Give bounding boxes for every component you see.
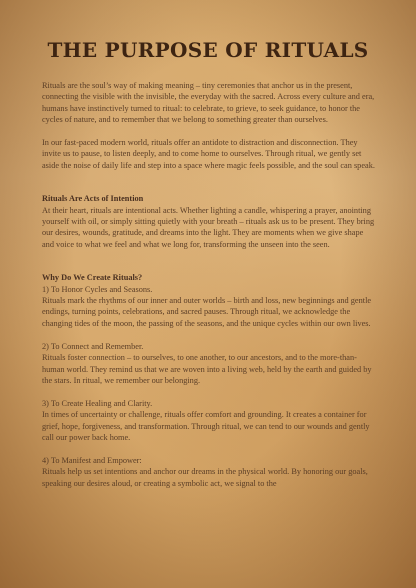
page-title: THE PURPOSE OF RITUALS — [47, 38, 369, 62]
section-heading-why: Why Do We Create Rituals? — [42, 273, 143, 283]
article-body — [42, 80, 376, 489]
reason-1-label: 1) To Honor Cycles and Seasons. — [42, 284, 153, 294]
reason-4-text: Rituals help us set intentions and anchor our dreams in the physical world. By honoring our goals, speaking our desires aloud, or creating a symbolic act, we signal to the — [42, 467, 368, 488]
reason-3-text: In times of uncertainty or challenge, rituals offer comfort and grounding. It creates a container for grief, hope, forgiveness, and transformation. Through ritual, we can tend to our wounds and gently call our power back home. — [42, 410, 370, 442]
reason-1-text: Rituals mark the rhythms of our inner and outer worlds – birth and loss, new beginnings and gentle endings, turning points, celebrations, and sacred pauses. Through ritual, we acknowledge the changing tides of the moon, the passing of the seasons, and the unique cycles within our own lives. — [42, 296, 372, 328]
reason-3-label: 3) To Create Healing and Clarity. — [42, 398, 153, 408]
reason-2-label: 2) To Connect and Remember. — [42, 341, 144, 351]
section-heading-intention: Rituals Are Acts of Intention — [42, 194, 144, 204]
reason-4-label: 4) To Manifest and Empower: — [42, 455, 142, 465]
intro-paragraph-2: In our fast-paced modern world, rituals offer an antidote to distraction and disconnection. They invite us to pause, to listen deeply, and to come home to ourselves. Through ritual, we gently set aside the noise of daily life and step into a space where magic feels possible, and the soul can speak. — [42, 138, 375, 170]
reason-2-text: Rituals foster connection – to ourselves, to one another, to our ancestors, and to the more-than-human world. They remind us that we are woven into a living web, held by the earth and guided by the stars. In ritual, we remember our belonging. — [42, 353, 372, 385]
intention-paragraph: At their heart, rituals are intentional acts. Whether lighting a candle, whispering a prayer, anointing yourself with oil, or simply sitting quietly with your breath – rituals ask us to be present. They bring our desires, wounds, gratitude, and dreams into the light. They are moments when we give shape and voice to what we feel and what we long for, transforming the unseen into the seen. — [42, 205, 375, 249]
intro-paragraph-1: Rituals are the soul’s way of making meaning – tiny ceremonies that anchor us in the present, connecting the visible with the invisible, the everyday with the sacred. Across every culture and era, humans have instinctively turned to ritual: to celebrate, to grieve, to seek guidance, to honor the cycles of nature, and to remember that we belong to something greater than ourselves. — [42, 81, 375, 125]
